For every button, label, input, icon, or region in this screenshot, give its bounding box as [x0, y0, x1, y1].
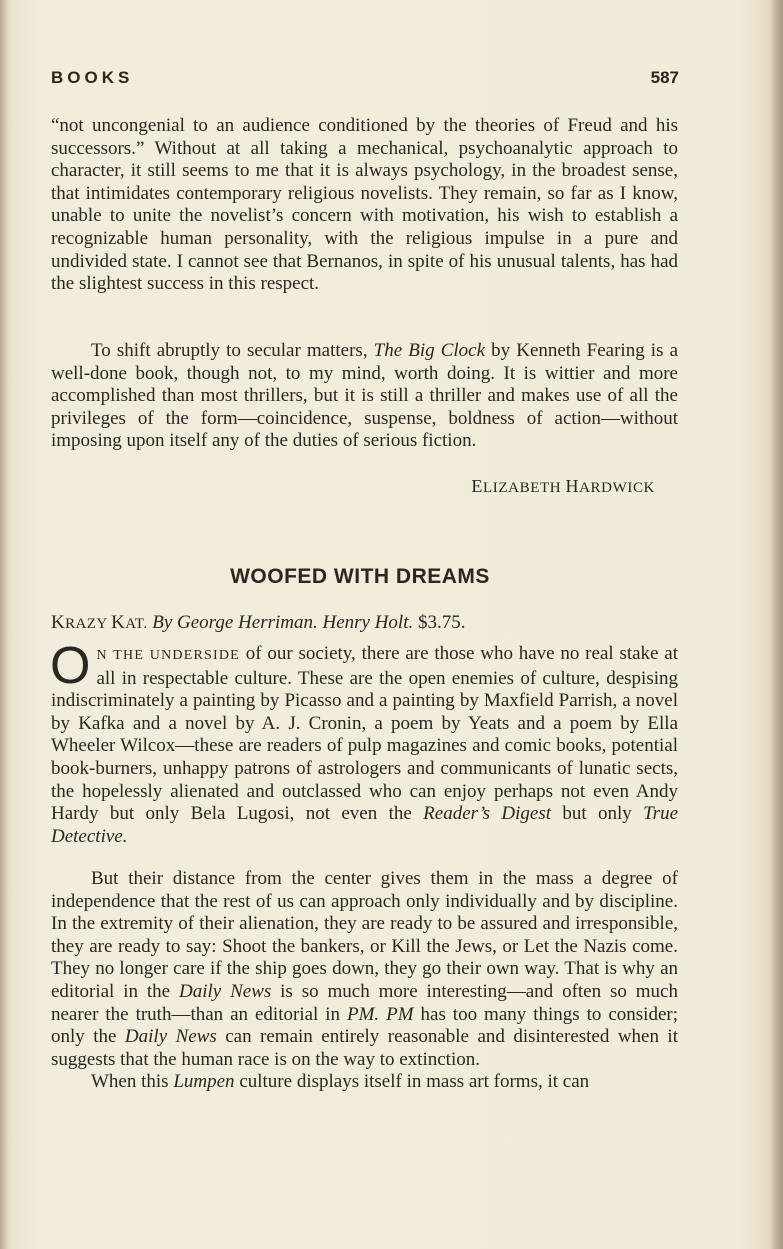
- signature-initial-last: H: [565, 476, 580, 496]
- review1-paragraph-2: [51, 340, 678, 453]
- review1-paragraph-1: [51, 115, 678, 296]
- title-true-detective: True Detective.: [51, 803, 679, 847]
- review2-paragraph-1-text-a: of our society, there are those who have no real stake at all in respectable culture. These are the open enemies of culture, despising indiscriminately a painting by Picasso and a painting by Maxfield Parrish, a novel by Kafka and a novel by A. J. Cronin, a poem by Yeats and a poem by Ella Wheeler Wilcox—these are readers of pulp magazines and comic books, potential book-burners, unhappy patrons of astrologers and communicants of lunatic sects, the hopelessly alienated and outclassed who can enjoy perhaps not even Andy Hardy but only Bela Lugosi, not even the: [51, 643, 678, 825]
- signature-first-name: LIZABETH: [483, 480, 562, 496]
- byline-price: $3.75.: [418, 612, 466, 633]
- review2-paragraph-2-text-b: is so much more interesting—and often so much nearer the truth—than an editorial in: [51, 980, 678, 1025]
- byline-title-word-2: AT.: [125, 616, 148, 632]
- book-title-big-clock: The Big Clock: [373, 340, 486, 361]
- title-daily-news-1: Daily News: [178, 980, 272, 1002]
- running-head: [51, 68, 679, 94]
- review1-paragraph-1-text: “not uncongenial to an audience conditioned by the theories of Freud and his successors.” Without at all taking a mechanical, psychoanalytic approach to character, it still seems to me that it is always psychology, in the broadest sense, that intimidates contemporary religious novelists. They remain, so far as I know, unable to unite the novelist’s concern with motivation, his wish to establish a recognizable human personality, with the religious impulse in a pure and undivided state. I cannot see that Bernanos, in spite of his unusual talents, has had the slightest success in this respect.: [51, 115, 678, 295]
- review1-paragraph-2-text-b: by Kenneth Fearing is a well-done book, though not, to my mind, worth doing. It is wittier and more accomplished than most thrillers, but it is still a thriller and makes use of all the privileges of the form—coincidence, suspense, boldness of action—without imposing upon itself any of the duties of serious fiction.: [51, 340, 678, 452]
- page-number: 587: [650, 68, 679, 87]
- review2-paragraph-2-text-c: has too many things to consider; only the: [51, 1003, 678, 1048]
- byline-author-publisher: By George Herriman. Henry Holt.: [152, 612, 414, 633]
- signature-last-name: ARDWICK: [579, 480, 655, 496]
- page-spine-shadow: [0, 0, 8, 1249]
- review2-paragraph-2-text-d: can remain entirely reasonable and disinterested when it suggests that the human race is on the way to extinction.: [51, 1026, 678, 1070]
- drop-cap: O: [50, 637, 91, 695]
- review1-signature: [471, 476, 655, 497]
- review2-paragraph-3-text-b: culture displays itself in mass art forms, it can: [234, 1071, 590, 1092]
- review2-paragraph-1: [50, 637, 679, 848]
- byline-title-word-1: RAZY: [65, 616, 108, 632]
- review2-paragraph-2-text-a: But their distance from the center gives them in the mass a degree of independence that the rest of us can approach only individually and by discipline. In the extremity of their alienation, they are ready to be assured and irresponsible, they are ready to say: Shoot the bankers, or Kill the Jews, or Let the Nazis come. They no longer care if the ship goes down, they go their own way. That is why an editorial in the: [51, 868, 678, 1002]
- byline-book-title: [51, 612, 148, 633]
- signature-initial-first: E: [471, 476, 484, 496]
- word-lumpen: Lumpen: [173, 1071, 235, 1092]
- title-daily-news-2: Daily News: [124, 1026, 217, 1048]
- page-edge-shadow: [771, 0, 783, 1249]
- title-pm: PM. PM: [347, 1003, 414, 1025]
- review1-paragraph-2-text-a: To shift abruptly to secular matters,: [91, 340, 374, 361]
- section-title: BOOKS: [51, 68, 134, 87]
- lead-small-caps: N THE UNDERSIDE: [96, 648, 240, 663]
- review2-byline: [51, 612, 466, 634]
- review2-paragraph-2: [51, 868, 678, 1071]
- title-readers-digest: Reader’s Digest: [423, 803, 551, 825]
- review2-paragraph-1-text-b: but only: [551, 803, 644, 825]
- review2-paragraph-3-text-a: When this: [91, 1071, 174, 1092]
- review2-paragraph-3: [51, 1071, 678, 1094]
- review2-heading: WOOFED WITH DREAMS: [230, 565, 490, 588]
- byline-title-initial-1: K: [51, 612, 66, 633]
- byline-title-initial-2: K: [111, 612, 126, 633]
